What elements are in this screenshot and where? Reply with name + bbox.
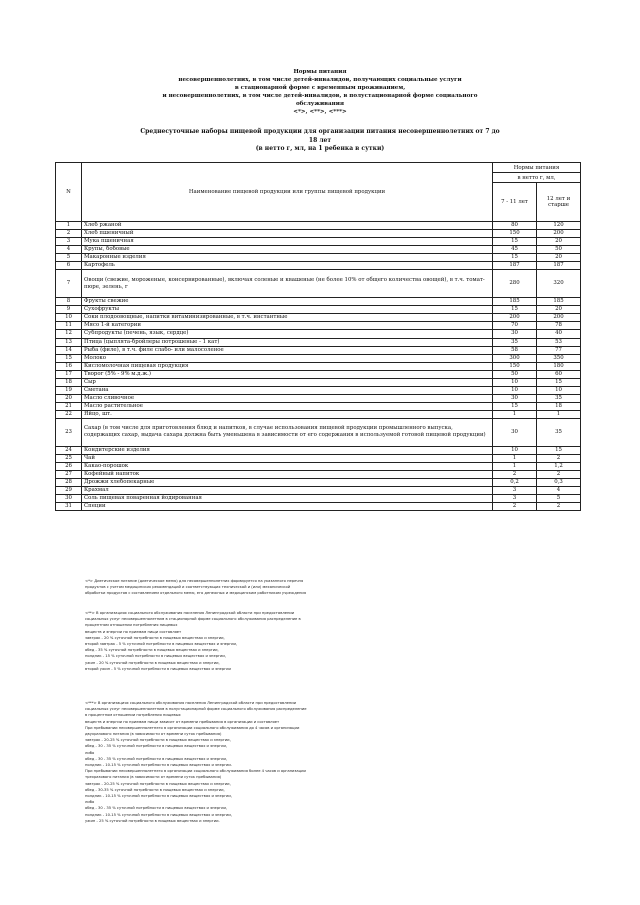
- norm-12-plus: 200: [537, 314, 581, 322]
- footnote-line: При пребывании несовершеннолетнего в организации социального обслуживания до 4 часов и организации: [85, 725, 300, 730]
- product-name: Соки плодоовощные, напитки витаминизированные, в т.ч. инстантные: [82, 314, 493, 322]
- footnote-line: веществ и энергии по приемам пищи зависит от времени пребывания в организации и составляет: [85, 719, 280, 724]
- row-number: 9: [56, 306, 82, 314]
- subtitle-line: 18 лет: [308, 136, 332, 144]
- footnote-line: либо: [85, 800, 95, 805]
- header-line: и несовершеннолетних, в том числе детей-инвалидов, в полустационарной форме социального: [162, 93, 478, 99]
- row-number: 25: [56, 455, 82, 463]
- norm-7-11: 3: [493, 495, 537, 503]
- row-number: 19: [56, 386, 82, 394]
- footnote-line: обработки продуктов с составлением отдельного меню, его денежных и медицинским работником учреждения: [85, 591, 307, 596]
- footnote-line: ужин - 20 % суточной потребности в пищевых веществах и энергии,: [85, 660, 220, 665]
- row-number: 13: [56, 338, 82, 346]
- table-row: [56, 410, 581, 418]
- footnote-1: [85, 578, 565, 597]
- norm-12-plus: 120: [537, 222, 581, 230]
- norm-7-11: 150: [493, 230, 537, 238]
- row-number: 24: [56, 446, 82, 454]
- table-row: [56, 230, 581, 238]
- footnote-line: процентном отношении потребления пищевых: [85, 623, 178, 628]
- footnote-line: завтрак - 20 % суточной потребности в пищевых веществах и энергии,: [85, 635, 225, 640]
- row-number: 10: [56, 314, 82, 322]
- footnote-line: либо: [85, 750, 95, 755]
- norm-7-11: 30: [493, 330, 537, 338]
- norm-7-11: 30: [493, 394, 537, 402]
- table-row: [56, 246, 581, 254]
- row-number: 6: [56, 262, 82, 270]
- product-name: Сахар (в том числе для приготовления блюд и напитков, в случае использования пищевой продукции промышленного выпуска, содержащих сахар, выдача сахара должна быть уменьшена в зависимости от его содержания в используемой готовой пищевой продукции): [82, 418, 493, 446]
- row-number: 14: [56, 346, 82, 354]
- footnote-line: завтрак - 20-25 % суточной потребности в пищевых веществах и энергии,: [85, 738, 231, 743]
- product-name: Соль пищевая поваренная йодированная: [82, 495, 493, 503]
- product-name: Макаронные изделия: [82, 254, 493, 262]
- norm-12-plus: 20: [537, 306, 581, 314]
- norm-7-11: 2: [493, 471, 537, 479]
- table-row: [56, 238, 581, 246]
- norm-7-11: 15: [493, 254, 537, 262]
- norm-12-plus: 40: [537, 330, 581, 338]
- row-number: 31: [56, 503, 82, 511]
- norm-12-plus: 2: [537, 503, 581, 511]
- row-number: 30: [56, 495, 82, 503]
- row-number: 8: [56, 298, 82, 306]
- norm-12-plus: 350: [537, 354, 581, 362]
- product-name: Крахмал: [82, 487, 493, 495]
- norm-12-plus: 15: [537, 378, 581, 386]
- table-row: [56, 446, 581, 454]
- norm-12-plus: 15: [537, 446, 581, 454]
- norm-7-11: 45: [493, 246, 537, 254]
- footnote-line: полдник - 10-15 % суточной потребности в пищевых веществах и энергии,: [85, 794, 232, 799]
- product-name: Чай: [82, 455, 493, 463]
- product-name: Масло растительное: [82, 402, 493, 410]
- footnote-line: веществ и энергии по приемам пищи составляет: [85, 629, 182, 634]
- footnote-line: трехразового питания (в зависимости от времени суток пребывания): [85, 775, 222, 780]
- row-number: 28: [56, 479, 82, 487]
- table-row: [56, 394, 581, 402]
- footnote-2: [85, 610, 565, 672]
- norm-7-11: 0,2: [493, 479, 537, 487]
- product-name: Творог (5% - 9% м.д.ж.): [82, 370, 493, 378]
- footnote-line: социальных услуг несовершеннолетним в полустационарной форме социального обслуживания распределение: [85, 707, 307, 712]
- norm-7-11: 1: [493, 463, 537, 471]
- table-row: [56, 330, 581, 338]
- table-row: [56, 503, 581, 511]
- table-row: [56, 418, 581, 446]
- footnote-line: продуктов с учетом медицинских рекомендаций и соответствующих технической и (или) механической: [85, 585, 291, 590]
- table-row: [56, 495, 581, 503]
- table-row: [56, 270, 581, 298]
- footnote-line: обед - 30 - 35 % суточной потребности в пищевых веществах и энергии,: [85, 806, 228, 811]
- footnote-line: двухразового питания (в зависимости от времени суток пребывания): [85, 732, 222, 737]
- norm-7-11: 70: [493, 322, 537, 330]
- table-row: [56, 487, 581, 495]
- norm-12-plus: 0,3: [537, 479, 581, 487]
- table-row: [56, 338, 581, 346]
- row-number: 11: [56, 322, 82, 330]
- table-row: [56, 362, 581, 370]
- row-number: 21: [56, 402, 82, 410]
- table-row: [56, 386, 581, 394]
- table-row: [56, 346, 581, 354]
- row-number: 18: [56, 378, 82, 386]
- row-number: 7: [56, 270, 82, 298]
- row-number: 3: [56, 238, 82, 246]
- footnote-line: При пребывании несовершеннолетнего в организации социального обслуживания более 4 часов и организации: [85, 769, 306, 774]
- subtitle-line: Среднесуточные наборы пищевой продукции для организации питания несовершеннолетних от 7 до: [140, 128, 500, 135]
- col-header-age-12-plus: 12 лет и старше: [537, 183, 581, 222]
- footnote-line: <**> В организациях социального обслуживания населения Ленинградской области при предоставлении: [85, 611, 295, 615]
- norm-12-plus: 20: [537, 238, 581, 246]
- table-row: [56, 322, 581, 330]
- product-name: Овощи (свежие, мороженые, консервированные), включая соленые и квашеные (не более 10% от общего количества овощей), в т.ч. томат-пюре, зелень, г: [82, 270, 493, 298]
- norm-12-plus: 2: [537, 471, 581, 479]
- product-name: Какао-порошок: [82, 463, 493, 471]
- table-row: [56, 370, 581, 378]
- norm-7-11: 15: [493, 402, 537, 410]
- table-row: [56, 354, 581, 362]
- footnote-line: полдник - 15 % суточной потребности в пищевых веществах и энергии,: [85, 654, 226, 659]
- footnote-line: обед - 30 - 35 % суточной потребности в пищевых веществах и энергии,: [85, 756, 228, 761]
- product-name: Мука пшеничная: [82, 238, 493, 246]
- norm-12-plus: 53: [537, 338, 581, 346]
- table-row: [56, 262, 581, 270]
- header-line: в стационарной форме с временным проживанием,: [234, 85, 406, 91]
- norm-7-11: 2: [493, 503, 537, 511]
- col-header-number: N: [56, 163, 82, 222]
- header-line: Нормы питания: [293, 69, 347, 75]
- footnote-line: <*> Диетическое питание (диетическое меню) для несовершеннолетних формируется на указанного перечня: [85, 579, 304, 583]
- table-row: [56, 254, 581, 262]
- norm-12-plus: 10: [537, 386, 581, 394]
- footnote-line: обед - 35 % суточной потребности в пищевых веществах и энергии,: [85, 648, 219, 653]
- footnote-line: ужин - 25 % суточной потребности в пищевых веществах и энергии.: [85, 818, 220, 823]
- norm-12-plus: 50: [537, 246, 581, 254]
- product-name: Крупы, бобовые: [82, 246, 493, 254]
- row-number: 20: [56, 394, 82, 402]
- norm-7-11: 1: [493, 455, 537, 463]
- norm-7-11: 50: [493, 370, 537, 378]
- norm-12-plus: 35: [537, 418, 581, 446]
- row-number: 29: [56, 487, 82, 495]
- table-body: [56, 222, 581, 511]
- norm-7-11: 200: [493, 314, 537, 322]
- product-name: Картофель: [82, 262, 493, 270]
- footnote-line: полдник - 10-15 % суточной потребности в пищевых веществах и энергии.: [85, 763, 232, 768]
- row-number: 23: [56, 418, 82, 446]
- product-name: Рыба (филе), в т.ч. филе слабо- или малосоленое: [82, 346, 493, 354]
- product-name: Хлеб ржаной: [82, 222, 493, 230]
- norm-12-plus: 78: [537, 322, 581, 330]
- footnote-line: обед - 30 - 35 % суточной потребности в пищевых веществах и энергии,: [85, 744, 228, 749]
- table-row: [56, 463, 581, 471]
- norm-7-11: 150: [493, 362, 537, 370]
- product-name: Кофейный напиток: [82, 471, 493, 479]
- footnote-line: социальных услуг несовершеннолетним в стационарной форме социального обслуживания распределение в: [85, 617, 301, 622]
- norm-12-plus: 35: [537, 394, 581, 402]
- norm-7-11: 10: [493, 446, 537, 454]
- norm-12-plus: 187: [537, 262, 581, 270]
- product-name: Сыр: [82, 378, 493, 386]
- norm-7-11: 280: [493, 270, 537, 298]
- product-name: Фрукты свежие: [82, 298, 493, 306]
- table-row: [56, 306, 581, 314]
- col-header-product: Наименование пищевой продукции или группы пищевой продукции: [82, 163, 493, 222]
- product-name: Масло сливочное: [82, 394, 493, 402]
- row-number: 16: [56, 362, 82, 370]
- product-name: Кондитерские изделия: [82, 446, 493, 454]
- footnote-line: завтрак - 20-25 % суточной потребности в пищевых веществах и энергии,: [85, 781, 231, 786]
- norm-7-11: 10: [493, 378, 537, 386]
- norm-7-11: 10: [493, 386, 537, 394]
- norm-12-plus: 1: [537, 410, 581, 418]
- norm-12-plus: 2: [537, 455, 581, 463]
- table-row: [56, 471, 581, 479]
- product-name: Субпродукты (печень, язык, сердце): [82, 330, 493, 338]
- norm-7-11: 15: [493, 306, 537, 314]
- norm-12-plus: 60: [537, 370, 581, 378]
- norm-12-plus: 77: [537, 346, 581, 354]
- norm-12-plus: 320: [537, 270, 581, 298]
- row-number: 15: [56, 354, 82, 362]
- document-subtitle: [90, 128, 550, 154]
- row-number: 5: [56, 254, 82, 262]
- product-name: Специи: [82, 503, 493, 511]
- norm-7-11: 187: [493, 262, 537, 270]
- row-number: 4: [56, 246, 82, 254]
- norm-7-11: 15: [493, 238, 537, 246]
- table-row: [56, 455, 581, 463]
- col-header-norms-unit: в нетто г, мл,: [493, 173, 581, 183]
- product-name: Сухофрукты: [82, 306, 493, 314]
- row-number: 26: [56, 463, 82, 471]
- footnote-line: в процентном отношении потребления пищевых: [85, 713, 181, 718]
- norm-7-11: 185: [493, 298, 537, 306]
- row-number: 17: [56, 370, 82, 378]
- norm-7-11: 58: [493, 346, 537, 354]
- norm-12-plus: 5: [537, 495, 581, 503]
- norm-7-11: 300: [493, 354, 537, 362]
- footnote-line: второй завтрак - 5 % суточной потребности в пищевых веществах и энергии,: [85, 642, 238, 647]
- table-row: [56, 378, 581, 386]
- product-name: Кисломолочная пищевая продукция: [82, 362, 493, 370]
- product-name: Птица (цыплята-бройлеры потрошеные - 1 кат): [82, 338, 493, 346]
- food-norms-table: [55, 162, 581, 511]
- subtitle-line: (в нетто г, мл, на 1 ребенка в сутки): [255, 145, 385, 152]
- col-header-norms: Нормы питания: [493, 163, 581, 173]
- document-header: [110, 68, 530, 116]
- norm-7-11: 30: [493, 418, 537, 446]
- footnote-line: обед - 30-35 % суточной потребности в пищевых веществах и энергии,: [85, 787, 225, 792]
- table-row: [56, 402, 581, 410]
- norm-12-plus: 4: [537, 487, 581, 495]
- footnote-line: полдник - 10-15 % суточной потребности в пищевых веществах и энергии,: [85, 812, 232, 817]
- row-number: 1: [56, 222, 82, 230]
- norm-12-plus: 185: [537, 298, 581, 306]
- footnote-line: второй ужин - 5 % суточной потребности в пищевых веществах и энергии: [85, 666, 231, 671]
- norm-7-11: 80: [493, 222, 537, 230]
- norm-12-plus: 180: [537, 362, 581, 370]
- norm-12-plus: 200: [537, 230, 581, 238]
- norm-7-11: 1: [493, 410, 537, 418]
- table-row: [56, 479, 581, 487]
- table-row: [56, 298, 581, 306]
- norm-12-plus: 18: [537, 402, 581, 410]
- norm-12-plus: 1,2: [537, 463, 581, 471]
- footnote-line: <***> В организациях социального обслуживания населения Ленинградской области при предоставлении: [85, 701, 297, 705]
- product-name: Хлеб пшеничный: [82, 230, 493, 238]
- product-name: Молоко: [82, 354, 493, 362]
- header-line: несовершеннолетних, в том числе детей-инвалидов, получающих социальные услуги: [178, 77, 462, 83]
- row-number: 27: [56, 471, 82, 479]
- footnote-3: [85, 700, 565, 824]
- norm-7-11: 35: [493, 338, 537, 346]
- row-number: 2: [56, 230, 82, 238]
- norm-12-plus: 20: [537, 254, 581, 262]
- header-line: <*>, <**>, <***>: [293, 109, 347, 115]
- row-number: 12: [56, 330, 82, 338]
- norm-7-11: 3: [493, 487, 537, 495]
- table-row: [56, 314, 581, 322]
- table-row: [56, 222, 581, 230]
- product-name: Сметана: [82, 386, 493, 394]
- header-line: обслуживания: [295, 101, 345, 107]
- product-name: Мясо 1-й категории: [82, 322, 493, 330]
- product-name: Дрожжи хлебопекарные: [82, 479, 493, 487]
- col-header-age-7-11: 7 - 11 лет: [493, 183, 537, 222]
- product-name: Яйцо, шт.: [82, 410, 493, 418]
- row-number: 22: [56, 410, 82, 418]
